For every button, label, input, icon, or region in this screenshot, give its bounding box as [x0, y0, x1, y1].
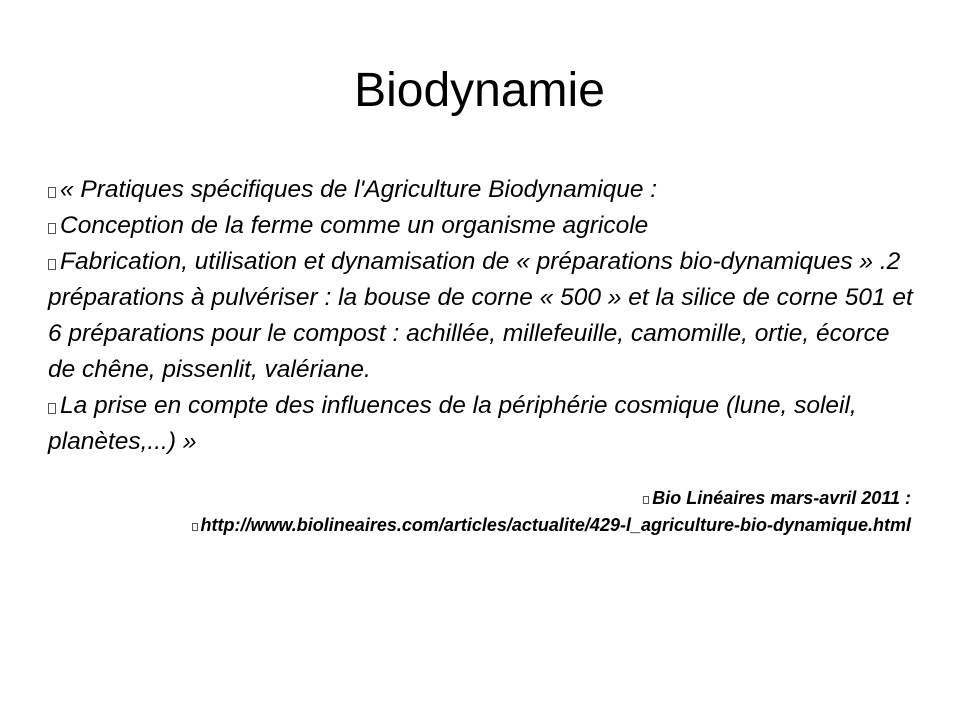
- slide-title: Biodynamie: [354, 64, 605, 117]
- source-citation: Bio Linéaires mars-avril 2011 :: [643, 488, 911, 509]
- paragraph-3: Fabrication, utilisation et dynamisation de « préparations bio-dynamiques » .2 préparations à pulvériser : la bouse de corne « 500 » et la silice de corne 501 et 6 préparations pour le compost : achillée, millefeuille, camomille, ortie, écorce de chêne, pissenlit, valériane.: [48, 248, 913, 383]
- bullet-icon: [48, 403, 56, 414]
- bullet-icon: [643, 496, 649, 504]
- paragraph-4: La prise en compte des influences de la périphérie cosmique (lune, soleil, planètes,...) »: [48, 392, 857, 455]
- bullet-icon: [48, 223, 56, 234]
- paragraph-2: Conception de la ferme comme un organisme agricole: [48, 208, 918, 244]
- bullet-icon: [192, 523, 198, 531]
- bullet-icon: [48, 259, 56, 270]
- paragraph-1: « Pratiques spécifiques de l'Agriculture Biodynamique :: [48, 172, 918, 208]
- slide-body: [48, 172, 918, 460]
- source-url[interactable]: http://www.biolineaires.com/articles/actualite/429-l_agriculture-bio-dynamique.html: [192, 515, 912, 536]
- bullet-icon: [48, 187, 56, 198]
